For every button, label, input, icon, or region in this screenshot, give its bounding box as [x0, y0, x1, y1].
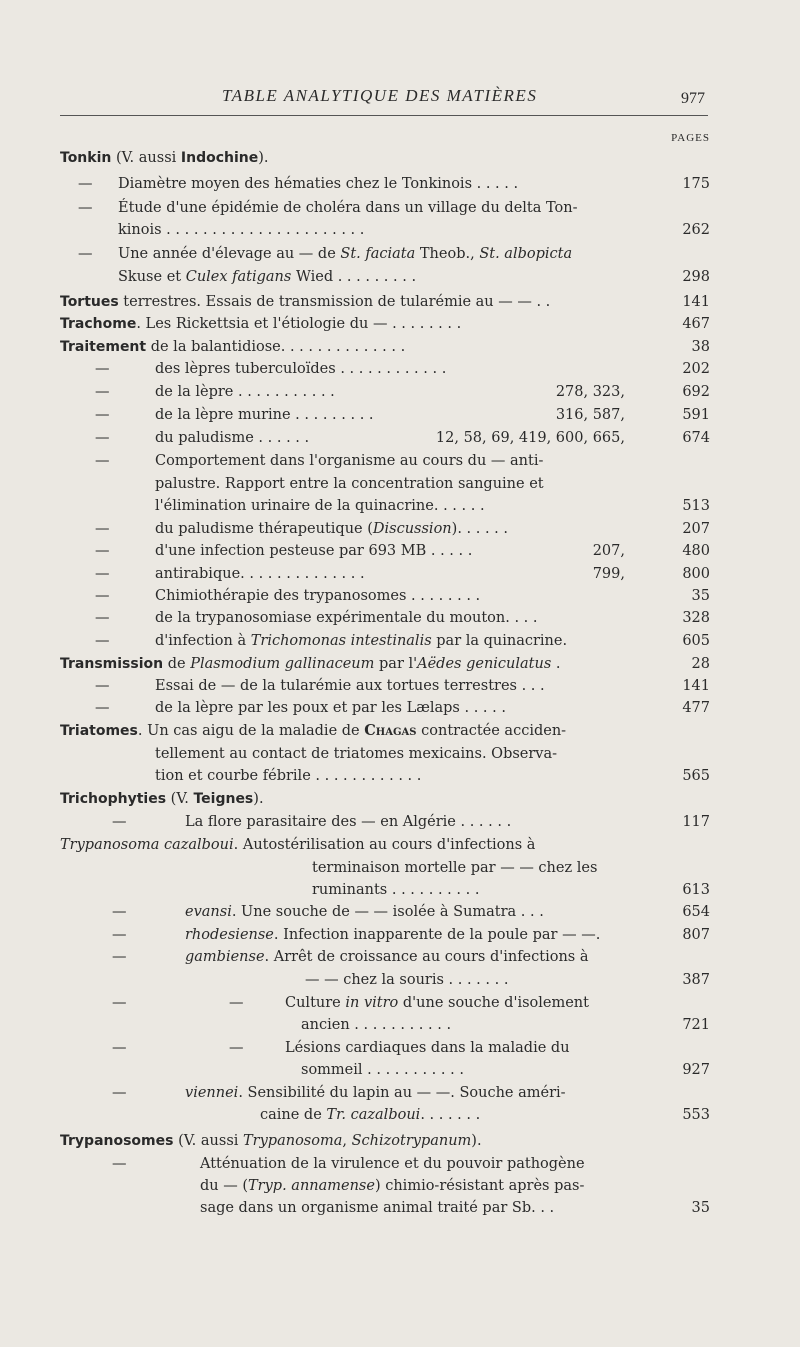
index-line	[0, 675, 800, 697]
ditto-dash: —	[112, 949, 127, 965]
index-line	[0, 518, 800, 540]
entry-text: Diamètre moyen des hématies chez le Tonkinois . . . . .	[118, 176, 519, 192]
index-line	[0, 834, 800, 856]
entry-text: ruminants . . . . . . . . . .	[312, 882, 480, 898]
index-line	[0, 811, 800, 833]
entry-text: Transmission de Plasmodium gallinaceum par l'Aëdes geniculatus .	[60, 656, 561, 672]
entry-text: sommeil . . . . . . . . . . .	[301, 1062, 464, 1078]
additional-pages: 207,	[592, 543, 625, 559]
index-line	[0, 495, 800, 517]
entry-text: viennei. Sensibilité du lapin au — —. Souche améri-	[185, 1085, 566, 1101]
additional-pages: 12, 58, 69, 419, 600, 665,	[435, 430, 625, 446]
ditto-dash: —	[95, 430, 110, 446]
index-line	[0, 585, 800, 607]
entry-text: de la lèpre murine . . . . . . . . .	[155, 407, 374, 423]
entry-text: du paludisme thérapeutique (Discussion). . . . . .	[155, 521, 509, 537]
index-line	[0, 1153, 800, 1175]
entry-text: Culture in vitro d'une souche d'isolement	[285, 995, 589, 1011]
additional-pages: 316, 587,	[555, 407, 625, 423]
entry-text: La flore parasitaire des — en Algérie . . . . . .	[185, 814, 512, 830]
entry-text: tion et courbe fébrile . . . . . . . . . . . .	[155, 768, 422, 784]
page-reference: 38	[691, 339, 710, 355]
entry-text: de la trypanosomiase expérimentale du mouton. . . .	[155, 610, 538, 626]
index-line	[0, 788, 800, 810]
index-line	[0, 1014, 800, 1036]
ditto-dash: —	[95, 407, 110, 423]
index-line	[0, 1130, 800, 1152]
entry-text: — — chez la souris . . . . . . .	[305, 972, 509, 988]
index-line	[0, 473, 800, 495]
index-line	[0, 243, 800, 265]
index-line	[0, 197, 800, 219]
entry-text: Skuse et Culex fatigans Wied . . . . . . . . .	[118, 269, 417, 285]
page-reference: 807	[682, 927, 710, 943]
page-reference: 35	[691, 588, 710, 604]
index-line	[0, 336, 800, 358]
ditto-dash: —	[95, 700, 110, 716]
page-reference: 141	[682, 294, 710, 310]
page-reference: 117	[682, 814, 710, 830]
index-line	[0, 1104, 800, 1126]
index-line	[0, 427, 800, 449]
page-reference: 35	[691, 1200, 710, 1216]
ditto-dash: —	[112, 927, 127, 943]
ditto-dash: —	[112, 814, 127, 830]
index-line	[0, 697, 800, 719]
page-reference: 467	[682, 316, 710, 332]
additional-pages: 799,	[592, 566, 625, 582]
entry-text: Trachome. Les Rickettsia et l'étiologie du — . . . . . . . .	[60, 316, 462, 332]
entry-text: tellement au contact de triatomes mexicains. Observa-	[155, 746, 558, 762]
page-reference: 591	[682, 407, 710, 423]
entry-text: sage dans un organisme animal traité par Sb. . .	[200, 1200, 555, 1216]
page-reference: 175	[682, 176, 710, 192]
page-reference: 298	[682, 269, 710, 285]
entry-text: Étude d'une épidémie de choléra dans un village du delta Ton-	[118, 200, 578, 216]
page-reference: 654	[682, 904, 710, 920]
ditto-dash: —	[95, 521, 110, 537]
page-reference: 207	[682, 521, 710, 537]
ditto-dash: —	[95, 384, 110, 400]
page-reference: 692	[682, 384, 710, 400]
entry-text: Tonkin (V. aussi Indochine).	[60, 150, 269, 166]
index-line	[0, 901, 800, 923]
entry-text: kinois . . . . . . . . . . . . . . . . . . . . . .	[118, 222, 365, 238]
ditto-dash: —	[112, 1085, 127, 1101]
page-reference: 565	[682, 768, 710, 784]
index-line	[0, 404, 800, 426]
entry-text: Trypanosomes (V. aussi Trypanosoma, Schizotrypanum).	[60, 1133, 482, 1149]
entry-text: Une année d'élevage au — de St. faciata Theob., St. albopicta	[118, 246, 573, 262]
ditto-dash: —	[78, 200, 93, 216]
index-line	[0, 1082, 800, 1104]
index-line	[0, 291, 800, 313]
index-line	[0, 857, 800, 879]
ditto-dash: —	[95, 610, 110, 626]
ditto-dash: —	[112, 1156, 127, 1172]
page-reference: 613	[682, 882, 710, 898]
ditto-dash: —	[95, 543, 110, 559]
entry-text: antirabique. . . . . . . . . . . . . .	[155, 566, 365, 582]
index-line	[0, 219, 800, 241]
page-reference: 262	[682, 222, 710, 238]
header-rule	[60, 115, 708, 116]
ditto-dash: —	[229, 1040, 244, 1056]
entry-text: Traitement de la balantidiose. . . . . . . . . . . . . .	[60, 339, 406, 355]
page-reference: 927	[682, 1062, 710, 1078]
page-reference: 28	[691, 656, 710, 672]
pages-column-label: PAGES	[671, 132, 710, 144]
index-line	[0, 313, 800, 335]
index-line	[0, 765, 800, 787]
index-line	[0, 358, 800, 380]
index-line	[0, 992, 800, 1014]
index-line	[0, 630, 800, 652]
entry-text: Trichophyties (V. Teignes).	[60, 791, 264, 807]
entry-text: Chimiothérapie des trypanosomes . . . . . . . .	[155, 588, 481, 604]
entry-text: Triatomes. Un cas aigu de la maladie de Chagas contractée acciden-	[60, 722, 567, 739]
entry-text: evansi. Une souche de — — isolée à Sumatra . . .	[185, 904, 544, 920]
entry-text: du paludisme . . . . . .	[155, 430, 310, 446]
index-line	[0, 743, 800, 765]
page-reference: 674	[682, 430, 710, 446]
page-reference: 202	[682, 361, 710, 377]
page-number: 977	[681, 90, 705, 107]
index-line	[0, 1059, 800, 1081]
ditto-dash: —	[229, 995, 244, 1011]
page-reference: 513	[682, 498, 710, 514]
index-line	[0, 879, 800, 901]
ditto-dash: —	[95, 633, 110, 649]
ditto-dash: —	[112, 904, 127, 920]
page-reference: 721	[682, 1017, 710, 1033]
index-line	[0, 1037, 800, 1059]
ditto-dash: —	[95, 453, 110, 469]
ditto-dash: —	[112, 1040, 127, 1056]
entry-text: Tortues terrestres. Essais de transmission de tularémie au — — . .	[60, 294, 551, 310]
ditto-dash: —	[95, 566, 110, 582]
entry-text: Atténuation de la virulence et du pouvoir pathogène	[200, 1156, 585, 1172]
page-reference: 800	[682, 566, 710, 582]
index-line	[0, 173, 800, 195]
index-line	[0, 266, 800, 288]
entry-text: terminaison mortelle par — — chez les	[312, 860, 598, 876]
entry-text: Comportement dans l'organisme au cours du — anti-	[155, 453, 544, 469]
entry-text: ancien . . . . . . . . . . .	[301, 1017, 452, 1033]
index-line	[0, 607, 800, 629]
page-reference: 480	[682, 543, 710, 559]
ditto-dash: —	[95, 678, 110, 694]
index-line	[0, 381, 800, 403]
entry-text: l'élimination urinaire de la quinacrine. . . . . .	[155, 498, 485, 514]
index-line	[0, 450, 800, 472]
index-line	[0, 147, 800, 169]
index-line	[0, 563, 800, 585]
entry-text: des lèpres tuberculoïdes . . . . . . . . . . . .	[155, 361, 447, 377]
ditto-dash: —	[78, 176, 93, 192]
page-reference: 328	[682, 610, 710, 626]
ditto-dash: —	[78, 246, 93, 262]
page-reference: 477	[682, 700, 710, 716]
entry-text: de la lèpre par les poux et par les Lælaps . . . . .	[155, 700, 506, 716]
running-header: TABLE ANALYTIQUE DES MATIÈRES	[222, 86, 538, 105]
entry-text: rhodesiense. Infection inapparente de la poule par — —.	[185, 927, 601, 943]
index-line	[0, 540, 800, 562]
index-line	[0, 946, 800, 968]
additional-pages: 278, 323,	[555, 384, 625, 400]
page-reference: 141	[682, 678, 710, 694]
index-line	[0, 924, 800, 946]
page-reference: 553	[682, 1107, 710, 1123]
ditto-dash: —	[95, 588, 110, 604]
entry-text: d'infection à Trichomonas intestinalis par la quinacrine.	[155, 633, 568, 649]
page-reference: 387	[682, 972, 710, 988]
entry-text: d'une infection pesteuse par 693 MB . . . . .	[155, 543, 473, 559]
entry-text: Lésions cardiaques dans la maladie du	[285, 1040, 570, 1056]
ditto-dash: —	[95, 361, 110, 377]
entry-text: gambiense. Arrêt de croissance au cours d'infections à	[185, 949, 589, 965]
entry-text: palustre. Rapport entre la concentration sanguine et	[155, 476, 544, 492]
page-reference: 605	[682, 633, 710, 649]
entry-text: caine de Tr. cazalboui. . . . . . .	[260, 1107, 481, 1123]
ditto-dash: —	[112, 995, 127, 1011]
entry-text: du — (Tryp. annamense) chimio-résistant après pas-	[200, 1178, 585, 1194]
index-line	[0, 969, 800, 991]
entry-text: Essai de — de la tularémie aux tortues terrestres . . .	[155, 678, 545, 694]
entry-text: de la lèpre . . . . . . . . . . .	[155, 384, 335, 400]
index-line	[0, 1197, 800, 1219]
index-line	[0, 653, 800, 675]
entry-text: Trypanosoma cazalboui. Autostérilisation au cours d'infections à	[60, 837, 536, 853]
index-line	[0, 1175, 800, 1197]
index-line	[0, 720, 800, 742]
